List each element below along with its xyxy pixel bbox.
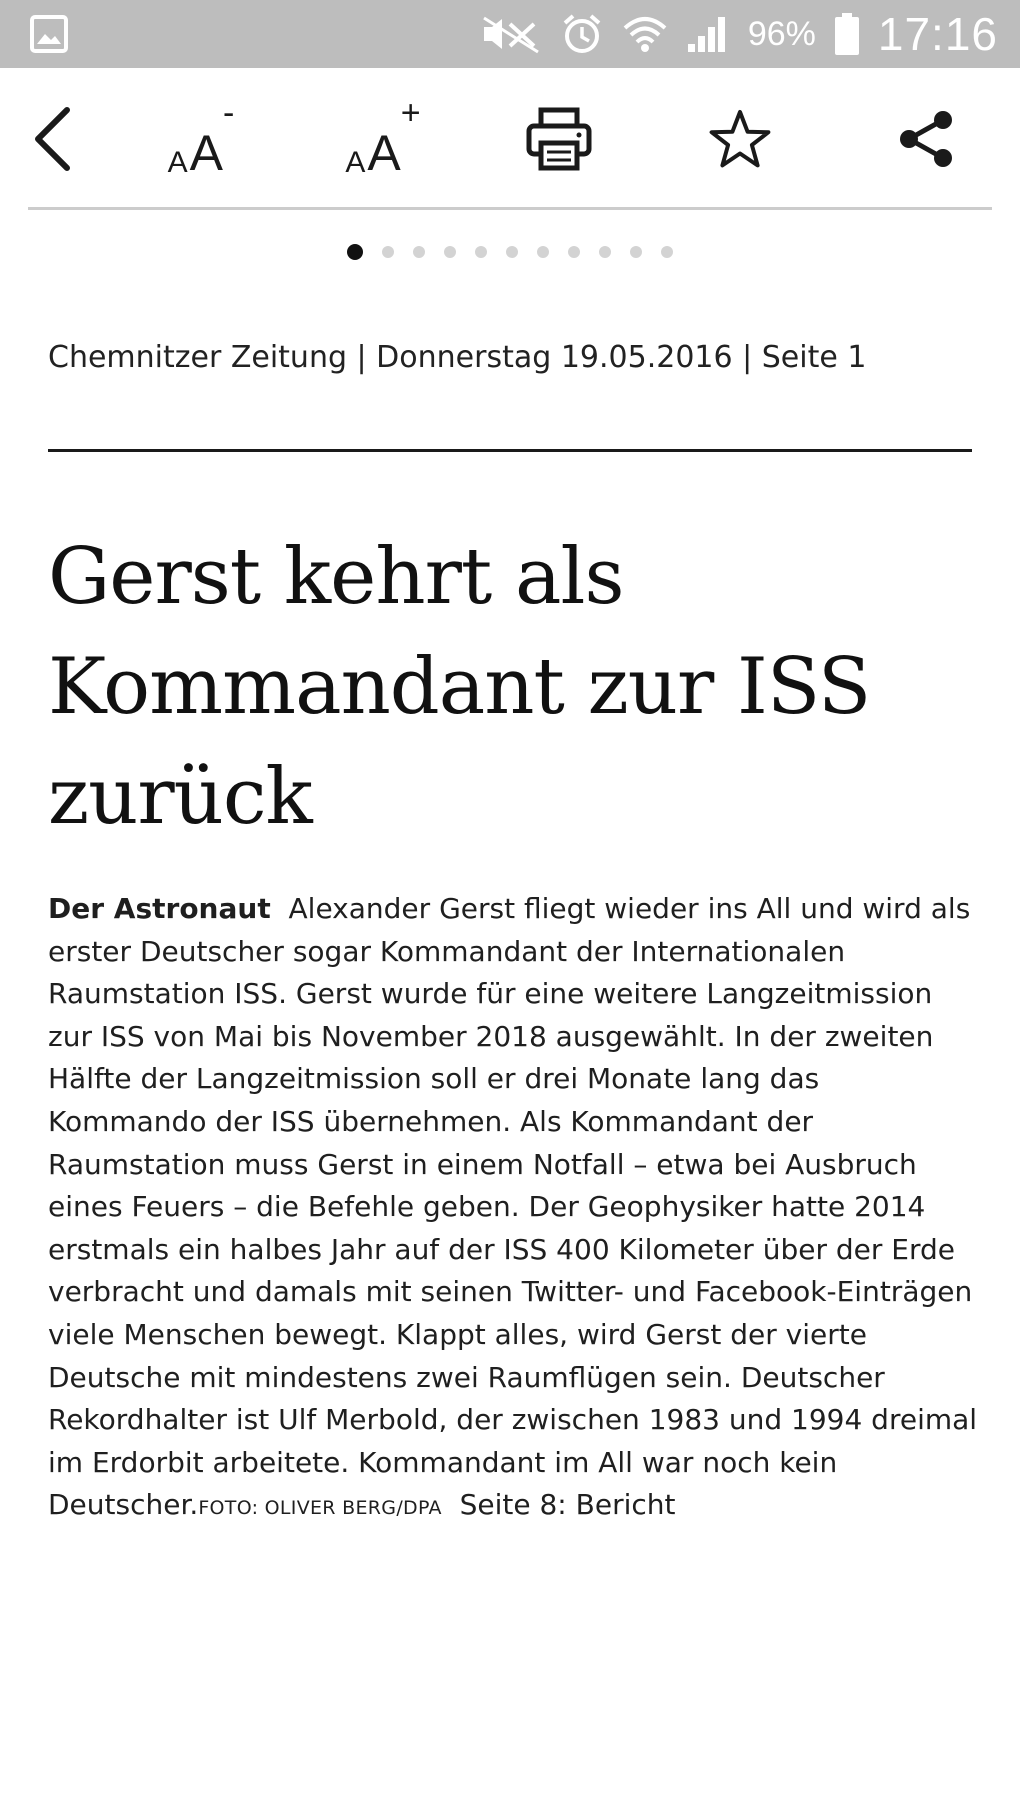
font-increase-big-a: A [367, 125, 401, 181]
page-dot[interactable] [382, 246, 394, 258]
gallery-icon [30, 15, 68, 53]
back-button[interactable] [28, 100, 76, 178]
bookmark-button[interactable] [704, 100, 776, 178]
page-dot[interactable] [475, 246, 487, 258]
page-reference: Seite 8: Bericht [459, 1488, 676, 1522]
page-dot[interactable] [599, 246, 611, 258]
article-lead: Der Astronaut [48, 892, 271, 925]
chevron-left-icon [32, 106, 72, 172]
headline-line: Gerst kehrt als [48, 532, 624, 622]
battery-percent: 96% [747, 14, 816, 53]
article-meta: Chemnitzer Zeitung | Donnerstag 19.05.2016 | Seite 1 [48, 340, 867, 375]
page-indicator [0, 244, 1020, 260]
page-dot[interactable] [630, 246, 642, 258]
photo-credit: FOTO: OLIVER BERG/DPA [198, 1497, 442, 1520]
page-dot[interactable] [537, 246, 549, 258]
mute-icon [480, 14, 542, 54]
page-dot[interactable] [444, 246, 456, 258]
font-increase-button[interactable] [328, 94, 438, 181]
star-icon [709, 109, 771, 169]
page-dot[interactable] [413, 246, 425, 258]
signal-icon [686, 14, 730, 54]
page-dot[interactable] [661, 246, 673, 258]
status-bar [0, 0, 1020, 68]
share-button[interactable] [890, 100, 962, 178]
font-decrease-small-a: A [167, 146, 188, 179]
font-decrease-button[interactable] [146, 94, 256, 181]
headline-line: zurück [48, 752, 312, 842]
font-decrease-sign: - [223, 94, 235, 132]
battery-icon [834, 12, 860, 56]
article-headline [48, 522, 978, 852]
font-increase-small-a: A [345, 146, 366, 179]
page-dot-active[interactable] [347, 244, 363, 260]
clock: 17:16 [877, 8, 998, 60]
article-body [48, 888, 978, 1530]
page-dot[interactable] [506, 246, 518, 258]
share-icon [897, 109, 955, 169]
font-increase-sign: + [400, 94, 421, 132]
page-dot[interactable] [568, 246, 580, 258]
wifi-icon [622, 14, 668, 54]
print-button[interactable] [518, 100, 600, 178]
reader-toolbar [28, 68, 992, 210]
alarm-icon [560, 12, 604, 56]
printer-icon [526, 107, 592, 171]
article-text: Alexander Gerst fliegt wieder ins All und wird als erster Deutscher sogar Kommandant der Internationalen Raumstation ISS. Gerst wurde für eine weitere Langzeitmission zur ISS von Mai bis November 2018 ausgewählt. In der zweiten Hälfte der Langzeitmission soll er drei Monate lang das Kommando der ISS übernehmen. Als Kommandant der Raumstation muss Gerst in einem Notfall – etwa bei Ausbruch eines Feuers – die Befehle geben. Der Geophysiker hatte 2014 erstmals ein halbes Jahr auf der ISS 400 Kilometer über der Erde verbracht und damals mit seinen Twitter- und Facebook-Einträgen viele Menschen bewegt. Klappt alles, wird Gerst der vierte Deutsche mit mindestens zwei Raumflügen sein. Deutscher Rekordhalter ist Ulf Merbold, der zwischen 1983 und 1994 dreimal im Erdorbit arbeitete. Kommandant im All war noch kein Deutscher. [48, 892, 978, 1522]
font-decrease-big-a: A [189, 125, 224, 181]
headline-line: Kommandant zur ISS [48, 642, 871, 732]
divider [48, 449, 972, 452]
